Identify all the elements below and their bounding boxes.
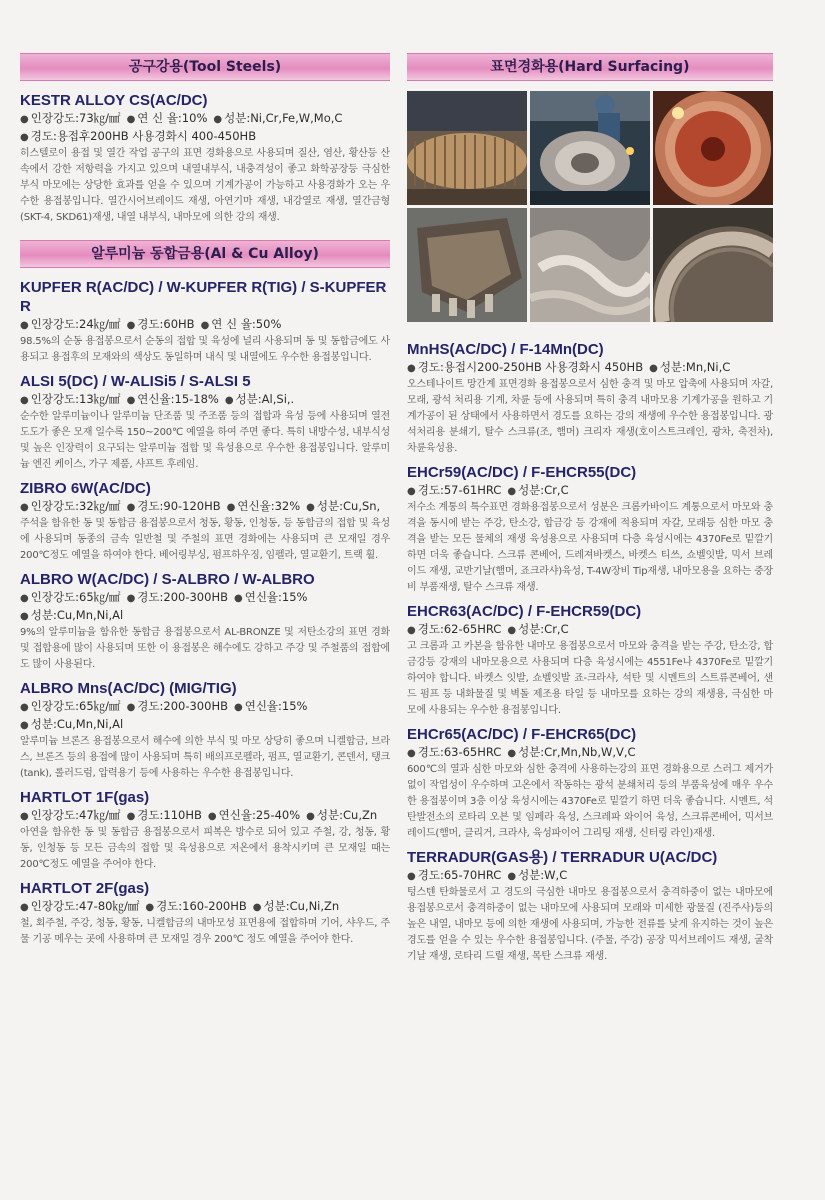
welding-shaft-photo: [530, 91, 650, 205]
product-block: [407, 602, 773, 719]
spec-text: 인장강도:32㎏/㎟: [30, 499, 121, 513]
spec-item: [507, 745, 635, 759]
spec-line: [407, 744, 773, 762]
spec-text: 성분:Cu,Mn,Ni,Al: [30, 717, 124, 731]
spec-item: [306, 808, 377, 822]
product-description: 오스테나이트 망간계 표면경화 용접봉으로서 심한 충격 및 마모 압축에 사용되며 자갈, 모래, 광석 처리용 기계, 차륜 등에 사용되며 특히 충격 내마모용 기계가공을 원하고 기계가공이 된 상태에서 사용하면서 경도를 요하는 강의 재생에 우수한 용접봉입니다. 광석처리용 분쇄기, 탈수 스크류(조, 햄머) 크리자 재생(호이스트크레인, 광차, 축전차), 차륜육성용.: [407, 379, 773, 454]
spec-text: 성분:Cu,Mn,Ni,Al: [30, 608, 124, 622]
spec-item: [20, 808, 121, 822]
product-title: TERRADUR(GAS용) / TERRADUR U(AC/DC): [407, 849, 718, 866]
spec-text: 인장강도:13㎏/㎟: [30, 392, 121, 406]
bullet-icon: ●: [233, 702, 243, 713]
spec-item: [225, 392, 294, 406]
product-description: 철, 회주철, 주강, 청동, 황동, 니켈합금의 내마모성 표면용에 접합하며 기어, 샤우드, 주물 기공 메우는 곳에 사용하며 큰 모재일 경우 200℃ 정도 예열을 주어야 한다.: [20, 918, 390, 945]
product-description: 순수한 알루미늄이나 알루미늄 단조품 및 주조품 등의 접합과 육성 등에 사용되며 열전도도가 좋은 모재 일수록 150~200℃ 예열을 하여 주면 좋다. 특히 내방수성, 내부식성 및 높은 인장력이 요구되는 알루미늄 접합 및 육성용으로 우수한 용접봉입니다. 알루미늄 엔진 케이스, 가구 제품, 샤프트 후레임.: [20, 411, 390, 470]
spec-item: [127, 111, 208, 125]
spec-line: [20, 391, 390, 409]
product-block: [407, 848, 773, 965]
bullet-icon: ●: [507, 486, 517, 497]
product-title: ZIBRO 6W(AC/DC): [20, 480, 151, 497]
product-description: 98.5%의 순동 용접봉으로서 순동의 접합 및 육성에 널리 사용되며 동 및 동합금에도 사용되고 용접후의 모재와의 색상도 동일하며 내식 및 내열에도 우수한 용접봉입니다.: [20, 336, 390, 363]
spec-item: [234, 590, 308, 604]
spec-item: [20, 608, 123, 622]
spec-text: 성분:Cu,Sn,: [316, 499, 381, 513]
spec-text: 경도:65-70HRC: [417, 868, 502, 882]
spec-text: 경도:57-61HRC: [417, 483, 502, 497]
spec-line: [407, 482, 773, 500]
crusher-roll-photo: [653, 208, 773, 322]
spec-item: [20, 590, 121, 604]
spec-item: [145, 899, 246, 913]
bullet-icon: ●: [20, 593, 29, 604]
bullet-icon: ●: [233, 593, 243, 604]
product-description: 고 크롬과 고 카본을 함유한 내마모 용접봉으로서 마모와 충격을 받는 주강, 탄소강, 합금강등 강재의 내마모용으로 사용되며 다층 육성시에는 4551Fe나 4370Fe로 밑깔기 하여야 합니다. 바켓스 잇발, 쇼벨잇발 죠-크라샤, 석탄 및 시멘트의 스트류콘베어, 샌드 펌프 등 내화물질 및 벽돌 제조용 타일 등 내마모를 요하는 강의 재생용, 극심한 마모에 사용되는 우수한 용접봉입니다.: [407, 641, 773, 716]
section-header-hard-surfacing: 표면경화용(Hard Surfacing): [407, 53, 773, 81]
spec-item: [234, 699, 308, 713]
spec-item: [20, 129, 256, 143]
product-block: [20, 372, 390, 473]
bullet-icon: ●: [226, 502, 236, 513]
spec-line: [20, 898, 390, 916]
bullet-icon: ●: [507, 748, 517, 759]
product-title: HARTLOT 2F(gas): [20, 880, 150, 897]
spec-item: [407, 745, 501, 759]
product-title: ALSI 5(DC) / W-ALISi5 / S-ALSI 5: [20, 373, 251, 390]
photo-grid: [407, 91, 773, 322]
bullet-icon: ●: [649, 363, 658, 374]
product-description: 히스텔로이 용접 및 열간 작업 공구의 표면 경화용으로 사용되며 질산, 염산, 황산등 산속에서 강한 저항력을 가지고 있으며 내열내부식, 내충격성이 좋고 화학공장등 극심한 부식 마모에는 상당한 효과를 얻을 수 있으며 기계가공이 가능하고 사용경화가 오는 우수한 용접봉입니다. 열간시어브레이드 재생, 아연기마 재생, 내강열로 재생, 열간금형(SKT-4, SKD61)재생, 내열 내부식, 내마모에 의한 강의 재생.: [20, 148, 390, 223]
spec-line: [20, 698, 390, 716]
bullet-icon: ●: [207, 811, 217, 822]
product-description: 알루미늄 브론즈 용접봉으로서 해수에 의한 부식 및 마모 상당히 좋으며 니켈합금, 브라스, 브론즈 등의 용접에 많이 사용되며 특히 배의프로펠라, 펌프, 열교환기, 콘덴서, 탱크(tank), 롤러드럼, 압력용기 등에 사용하는 우수한 용접봉입니다.: [20, 736, 390, 779]
bullet-icon: ●: [126, 702, 136, 713]
spec-text: 인장강도:47㎏/㎟: [30, 808, 121, 822]
spec-text: 경도:200-300HB: [137, 590, 228, 604]
spec-item: [127, 317, 195, 331]
spec-text: 성분:Cr,Mn,Nb,W,V,C: [518, 745, 636, 759]
section-header-al-cu-alloy: 알루미늄 동합금용(Al & Cu Alloy): [20, 240, 390, 268]
spec-text: 성분:Cr,C: [518, 622, 569, 636]
bullet-icon: ●: [507, 625, 517, 636]
bullet-icon: ●: [126, 593, 136, 604]
spec-item: [127, 499, 221, 513]
spec-text: 성분:Cu,Ni,Zn: [263, 899, 340, 913]
left-column: [20, 0, 390, 954]
spec-item: [20, 111, 121, 125]
spec-item: [213, 111, 342, 125]
product-title: ALBRO Mns(AC/DC) (MIG/TIG): [20, 680, 237, 697]
spec-text: 인장강도:73㎏/㎟: [30, 111, 121, 125]
spec-item: [407, 483, 501, 497]
product-block: [407, 463, 773, 596]
bullet-icon: ●: [407, 363, 416, 374]
spec-text: 성분:Al,Si,.: [235, 392, 295, 406]
spec-item: [201, 317, 282, 331]
right-column: [407, 0, 773, 971]
spec-text: 인장강도:24㎏/㎟: [30, 317, 121, 331]
product-description: 저수소 계통의 특수표면 경화용접봉으로서 성분은 크롬카바이드 계통으로서 마모와 충격을 동시에 받는 주강, 탄소강, 합금강 등 강재에 적용되며 자갈, 모래등 심한 마모 충격을 받는 모든 물체의 재생 육성용으로 사용되며 다층 육성시에는 4370Fe로 밑깔기하면 더욱 좋습니다. 스크류 콘베어, 드레져바켓스, 바켓스 티쓰, 쇼벨잇발, 믹서 브레이드 재생, 교반기날(햄머, 죠크라샤)육성, T-4W장비 Tip재생, 내마모용을 요하는 중장비 부품재생, 탈수 스크류 재생.: [407, 502, 773, 593]
bullet-icon: ●: [20, 132, 29, 143]
product-block: [20, 679, 390, 782]
spec-item: [407, 622, 501, 636]
spec-text: 경도:63-65HRC: [417, 745, 502, 759]
product-block: [20, 479, 390, 564]
product-description: 600℃의 열과 심한 마모와 심한 충격에 사용하는강의 표면 경화용으로 스러그 제거가 없이 작업성이 우수하며 고온에서 작동하는 광석 분쇄처리 등의 부품육성에 매우 우수한 용접봉이며 3층 이상 육성시에는 4370Fe로 밑깔기 하면 더욱 좋습니다. 시멘트, 석탄발전소의 로타리 오븐 및 임페라 육성, 스크레파 와이어 육성, 스크류콘베어, 믹서브레이드(햄머, 클리거, 크라샤, 육성파이어 그리팅 재생, 신터링 라인)재생.: [407, 764, 773, 839]
bullet-icon: ●: [20, 702, 29, 713]
bullet-icon: ●: [20, 114, 29, 125]
spec-line: [20, 316, 390, 334]
spec-text: 경도:160-200HB: [156, 899, 247, 913]
product-title: KESTR ALLOY CS(AC/DC): [20, 92, 208, 109]
product-block: [20, 570, 390, 673]
bullet-icon: ●: [407, 486, 416, 497]
spec-item: [20, 699, 121, 713]
spec-text: 연신율:25-40%: [218, 808, 301, 822]
spec-item: [407, 868, 501, 882]
spec-text: 인장강도:65㎏/㎟: [30, 699, 121, 713]
spec-item: [507, 622, 568, 636]
product-title: EHCR63(AC/DC) / F-EHCR59(DC): [407, 603, 642, 620]
product-block: [20, 788, 390, 873]
bullet-icon: ●: [20, 320, 29, 331]
spec-text: 경도:62-65HRC: [417, 622, 502, 636]
spec-item: [127, 590, 228, 604]
spec-text: 성분:Cr,C: [518, 483, 569, 497]
bullet-icon: ●: [126, 811, 136, 822]
spec-item: [20, 899, 139, 913]
product-block: [407, 340, 773, 457]
spec-text: 성분:W,C: [518, 868, 568, 882]
welding-pipe-photo: [407, 91, 527, 205]
product-block: [20, 879, 390, 948]
bullet-icon: ●: [20, 395, 29, 406]
spec-item: [20, 317, 121, 331]
bullet-icon: ●: [200, 320, 210, 331]
bullet-icon: ●: [20, 502, 29, 513]
bullet-icon: ●: [213, 114, 223, 125]
spec-text: 경도:용접시200-250HB 사용경화시 450HB: [417, 360, 644, 374]
welding-roller-photo: [653, 91, 773, 205]
al-cu-alloy-list: [20, 278, 390, 948]
spec-line: [20, 589, 390, 607]
spec-text: 연신율:15%: [244, 699, 308, 713]
bullet-icon: ●: [507, 871, 517, 882]
spec-item: [649, 360, 730, 374]
hard-surfacing-list: [407, 340, 773, 965]
spec-text: 경도:110HB: [137, 808, 202, 822]
spec-item: [306, 499, 380, 513]
product-title: MnHS(AC/DC) / F-14Mn(DC): [407, 341, 604, 358]
spec-text: 연신율:32%: [237, 499, 301, 513]
bullet-icon: ●: [126, 395, 136, 406]
bullet-icon: ●: [20, 720, 29, 731]
bullet-icon: ●: [407, 871, 416, 882]
spec-line: [407, 359, 773, 377]
spec-line: [407, 867, 773, 885]
product-block: [407, 725, 773, 842]
product-description: 9%의 알루미늄을 함유한 동합금 용접봉으로서 AL-BRONZE 및 저탄소강의 표면 경화 및 접합용에 많이 사용되며 또한 이 용접봉은 해수에도 강하고 주강 및 주철품의 접합에도 많이 사용된다.: [20, 627, 390, 670]
spec-item: [227, 499, 301, 513]
bullet-icon: ●: [407, 625, 416, 636]
spec-text: 연신율:15%: [244, 590, 308, 604]
section-header-tool-steels: 공구강용(Tool Steels): [20, 53, 390, 81]
bullet-icon: ●: [407, 748, 416, 759]
bullet-icon: ●: [126, 502, 136, 513]
spec-item: [507, 868, 567, 882]
spec-line: [20, 110, 390, 128]
spec-item: [127, 808, 202, 822]
product-description: 주석을 함유한 동 및 동합금 용접봉으로서 청동, 황동, 인청동, 등 동합금의 접합 및 육성에 사용되며 동종의 금속 일반철 및 주철의 표면 경화에는 사용되며 큰 모재일 경우 200℃정도 예열을 하여야 한다. 베어링부싱, 펌프하우징, 임펠라, 열교환기, 트랙 휠.: [20, 518, 390, 561]
bullet-icon: ●: [306, 502, 315, 513]
spec-line: [407, 621, 773, 639]
spec-item: [253, 899, 339, 913]
spec-line: [20, 498, 390, 516]
spec-item: [127, 392, 219, 406]
tool-steels-list: [20, 91, 390, 226]
bullet-icon: ●: [145, 902, 155, 913]
spec-item: [208, 808, 300, 822]
product-title: ALBRO W(AC/DC) / S-ALBRO / W-ALBRO: [20, 571, 315, 588]
spec-line: [20, 128, 390, 146]
spec-text: 연 신 율:50%: [211, 317, 282, 331]
hardfaced-part-photo: [530, 208, 650, 322]
product-title: KUPFER R(AC/DC) / W-KUPFER R(TIG) / S-KUPFER R: [20, 279, 387, 315]
product-title: EHCr65(AC/DC) / F-EHCR65(DC): [407, 726, 637, 743]
spec-text: 성분:Ni,Cr,Fe,W,Mo,C: [224, 111, 343, 125]
spec-text: 경도:200-300HB: [137, 699, 228, 713]
product-title: EHCr59(AC/DC) / F-EHCR55(DC): [407, 464, 637, 481]
spec-text: 경도:60HB: [137, 317, 195, 331]
spec-item: [407, 360, 643, 374]
bullet-icon: ●: [20, 902, 29, 913]
spec-text: 인장강도:65㎏/㎟: [30, 590, 121, 604]
bullet-icon: ●: [20, 611, 29, 622]
spec-text: 경도:용접후200HB 사용경화시 400-450HB: [30, 129, 257, 143]
spec-item: [20, 392, 121, 406]
bullet-icon: ●: [126, 114, 136, 125]
product-block: [20, 91, 390, 226]
bullet-icon: ●: [224, 395, 234, 406]
spec-text: 성분:Mn,Ni,C: [659, 360, 731, 374]
product-title: HARTLOT 1F(gas): [20, 789, 150, 806]
spec-line: [20, 807, 390, 825]
excavator-bucket-photo: [407, 208, 527, 322]
bullet-icon: ●: [252, 902, 262, 913]
product-description: 텅스텐 탄화물로서 고 경도의 극심한 내마모 용접봉으로서 충격하중이 없는 내마모에 용접봉으로서 충격하중이 없는 내마모에 사용되며 모래와 미세한 광물질 (진주사)등의 높은 내열, 내마모 등에 의한 재생에 사용되며, 가능한 전류를 낮게 유지하는 것이 높은 경도를 얻을 수 있는 우수한 용접봉입니다. (주물, 주강) 공장 믹서브레이드 재생, 굴착기날 재생, 로타리 드릴 재생, 목탄 스크류 재생.: [407, 887, 773, 962]
spec-item: [20, 717, 123, 731]
bullet-icon: ●: [20, 811, 29, 822]
spec-item: [507, 483, 568, 497]
spec-text: 성분:Cu,Zn: [316, 808, 378, 822]
spec-text: 연신율:15-18%: [137, 392, 219, 406]
spec-line: [20, 607, 390, 625]
spec-item: [127, 699, 228, 713]
spec-text: 연 신 율:10%: [137, 111, 208, 125]
bullet-icon: ●: [126, 320, 136, 331]
spec-text: 경도:90-120HB: [137, 499, 221, 513]
spec-text: 인장강도:47-80㎏/㎟: [30, 899, 140, 913]
product-description: 아연을 함유한 동 및 동합금 용접봉으로서 피복은 방수로 되어 있고 주철, 강, 청동, 황동, 인청동 등 모든 금속의 접합 및 육성용으로 저온에서 용착시키며 큰 모재일 때는 200℃정도 예열을 주어야 한다.: [20, 827, 390, 870]
bullet-icon: ●: [306, 811, 315, 822]
product-block: [20, 278, 390, 366]
spec-line: [20, 716, 390, 734]
spec-item: [20, 499, 121, 513]
